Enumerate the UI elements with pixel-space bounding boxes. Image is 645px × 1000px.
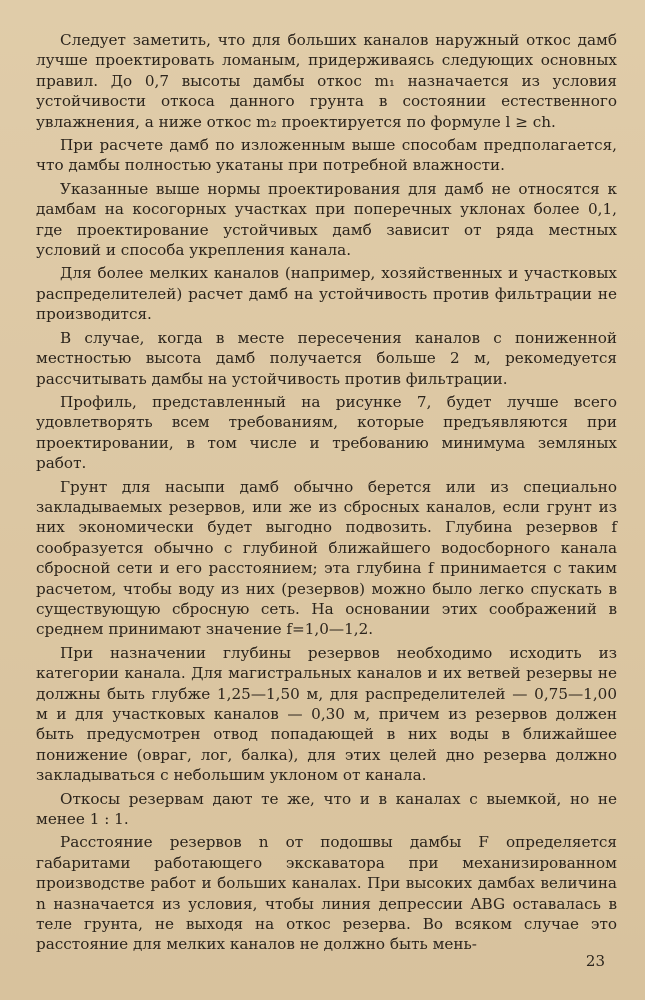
body-text: [36, 30, 617, 955]
paragraph-5: В случае, когда в месте пересечения каналов с пониженной местностью высота дамб получается больше 2 м, рекомедуется рассчитывать дамбы на устойчивость против фильтрации.: [36, 328, 617, 388]
paragraph-7: Грунт для насыпи дамб обычно берется или из специально закладываемых резервов, или же из сбросных каналов, если грунт из них экономически будет выгодно подвозить. Глубина резервов f сообразуется обычно с глубиной ближайшего водосборного канала сбросной сети и его расстоянием; эта глубина f принимается с таким расчетом, чтобы воду из них (резервов) можно было легко спускать в существующую сбросную сеть. На основании этих соображений в среднем принимают значение f=1,0—1,2.: [36, 477, 617, 639]
paragraph-4: Для более мелких каналов (например, хозяйственных и участковых распределителей) расчет дамб на устойчивость против фильтрации не производится.: [36, 264, 617, 324]
paragraph-2: При расчете дамб по изложенным выше способам предполагается, что дамбы полностью укатаны при потребной влажности.: [36, 136, 617, 175]
paragraph-8: При назначении глубины резервов необходимо исходить из категории канала. Для магистральных каналов и их ветвей резервы не должны быть глубже 1,25—1,50 м, для распределителей — 0,75—1,00 м и для участковых каналов — 0,30 м, причем из резервов должен быть предусмотрен отвод попадающей в них воды в ближайшее понижение (овраг, лог, балка), для этих целей дно резерва должно закладываться с небольшим уклоном от канала.: [36, 643, 617, 785]
paragraph-6: Профиль, представленный на рисунке 7, будет лучше всего удовлетворять всем требованиям, которые предъявляются при проектировании, в том числе и требованию минимума земляных работ.: [36, 392, 617, 473]
paragraph-10: Расстояние резервов n от подошвы дамбы F определяется габаритами работающего экскаватора при механизированном производстве работ и больших каналах. При высоких дамбах величина n назначается из условия, чтобы линия депрессии ABG оставалась в теле грунта, не выходя на откос резерва. Во всяком случае это расстояние для мелких каналов не должно быть мень-: [36, 833, 617, 954]
paragraph-9: Откосы резервам дают те же, что и в каналах с выемкой, но не менее 1 : 1.: [36, 789, 617, 829]
page-number: 23: [585, 952, 605, 970]
paragraph-1: Следует заметить, что для больших каналов наружный откос дамб лучше проектировать ломаным, придерживаясь следующих основных правил. До 0,7 высоты дамбы откос m₁ назначается из условия устойчивости откоса данного грунта в состоянии естественного увлажнения, а ниже откос m₂ проектируется по формуле l ≥ ch.: [36, 31, 617, 131]
paragraph-3: Указанные выше нормы проектирования для дамб не относятся к дамбам на косогорных участках при поперечных уклонах более 0,1, где проектирование устойчивых дамб зависит от ряда местных условий и способа укрепления канала.: [36, 179, 617, 260]
